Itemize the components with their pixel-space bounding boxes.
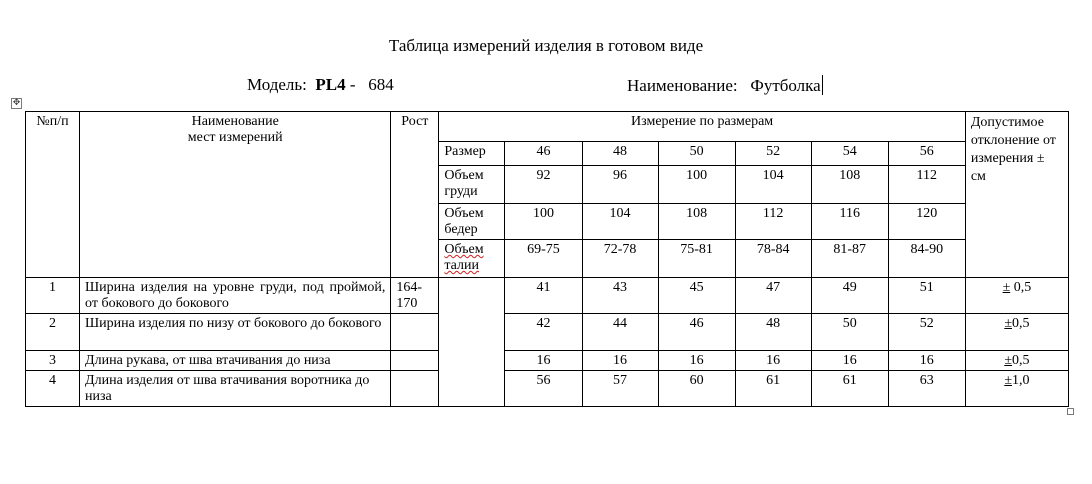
tolerance-value: 0,5 [1012, 353, 1030, 368]
header-height: Рост [391, 112, 439, 278]
row-value: 50 [811, 314, 888, 351]
tolerance-value: 0,5 [1012, 316, 1030, 331]
hips-cell: 120 [888, 204, 965, 240]
measurements-table [25, 111, 1069, 407]
row-height [391, 314, 439, 351]
plus-minus-sign: ± [1002, 280, 1011, 295]
header-sizes: Измерение по размерам [439, 112, 965, 142]
product-name-value[interactable]: Футболка [750, 76, 821, 95]
chest-cell: 104 [735, 166, 811, 204]
row-name: Длина изделия от шва втачивания воротника до низа [80, 371, 391, 407]
row-value: 56 [505, 371, 582, 407]
row-name: Ширина изделия по низу от бокового до бокового [80, 314, 391, 351]
waist-cell: 81-87 [811, 240, 888, 278]
table-resize-handle[interactable] [1067, 408, 1074, 415]
row-num: 3 [26, 351, 80, 371]
row-value: 52 [888, 314, 965, 351]
row-value: 61 [811, 371, 888, 407]
size-cell: 48 [582, 142, 658, 166]
tolerance-value: 1,0 [1012, 373, 1030, 388]
row-tolerance [965, 278, 1068, 314]
model-line [247, 75, 394, 95]
chest-cell: 108 [811, 166, 888, 204]
model-separator: - [349, 75, 356, 94]
model-code: PL4 [315, 75, 346, 94]
table-row [26, 278, 1069, 314]
waist-cell: 72-78 [582, 240, 658, 278]
product-name-label: Наименование: [627, 76, 738, 95]
size-cell: 56 [888, 142, 965, 166]
size-cell: 52 [735, 142, 811, 166]
row-num: 1 [26, 278, 80, 314]
row-height [391, 371, 439, 407]
product-name-line [627, 75, 823, 96]
waist-row-label: Объем талии [439, 240, 505, 278]
row-height: 164-170 [391, 278, 439, 314]
waist-cell: 84-90 [888, 240, 965, 278]
row-value: 48 [735, 314, 811, 351]
row-value: 16 [888, 351, 965, 371]
row-value: 41 [505, 278, 582, 314]
row-value: 16 [735, 351, 811, 371]
table-row [26, 371, 1069, 407]
row-value: 42 [505, 314, 582, 351]
row-value: 43 [582, 278, 658, 314]
header-name: Наименование мест измерений [80, 112, 391, 278]
header-row [26, 112, 1069, 142]
chest-cell: 100 [658, 166, 735, 204]
row-value: 61 [735, 371, 811, 407]
row-value: 47 [735, 278, 811, 314]
row-name: Ширина изделия на уровне груди, под проймой, от бокового до бокового [80, 278, 391, 314]
chest-cell: 96 [582, 166, 658, 204]
hips-cell: 100 [505, 204, 582, 240]
header-tolerance [965, 112, 1068, 278]
row-value: 45 [658, 278, 735, 314]
plus-minus-sign: ± [1004, 353, 1012, 368]
waist-cell: 75-81 [658, 240, 735, 278]
document-title: Таблица измерений изделия в готовом виде [388, 36, 704, 55]
size-cell: 54 [811, 142, 888, 166]
row-value: 49 [811, 278, 888, 314]
row-name: Длина рукава, от шва втачивания до низа [80, 351, 391, 371]
row-tolerance [965, 371, 1068, 407]
table-row [26, 351, 1069, 371]
chest-cell: 92 [505, 166, 582, 204]
row-value: 63 [888, 371, 965, 407]
row-value: 60 [658, 371, 735, 407]
waist-cell: 69-75 [505, 240, 582, 278]
chest-cell: 112 [888, 166, 965, 204]
table-move-handle-icon[interactable]: ✥ [12, 98, 21, 108]
hips-cell: 104 [582, 204, 658, 240]
text-cursor [822, 75, 823, 95]
size-cell: 46 [505, 142, 582, 166]
model-number: 684 [368, 75, 394, 94]
row-value: 44 [582, 314, 658, 351]
waist-cell: 78-84 [735, 240, 811, 278]
row-value: 51 [888, 278, 965, 314]
table-row [26, 314, 1069, 351]
row-value: 16 [582, 351, 658, 371]
hips-cell: 108 [658, 204, 735, 240]
row-value: 16 [811, 351, 888, 371]
row-value: 16 [658, 351, 735, 371]
row-value: 16 [505, 351, 582, 371]
size-row-label: Размер [439, 142, 505, 166]
row-value: 57 [582, 371, 658, 407]
hips-cell: 112 [735, 204, 811, 240]
row-value: 46 [658, 314, 735, 351]
model-label: Модель: [247, 75, 307, 94]
hips-cell: 116 [811, 204, 888, 240]
row-num: 2 [26, 314, 80, 351]
plus-minus-sign: ± [1004, 316, 1012, 331]
header-num: №п/п [26, 112, 80, 278]
hips-row-label: Объем бедер [439, 204, 505, 240]
empty-label-cell [439, 278, 505, 407]
row-height [391, 351, 439, 371]
plus-minus-sign: ± [1004, 373, 1012, 388]
row-tolerance [965, 351, 1068, 371]
chest-row-label: Объем груди [439, 166, 505, 204]
tolerance-value: 0,5 [1013, 280, 1032, 295]
row-tolerance [965, 314, 1068, 351]
tolerance-text: Допустимое отклонение от измерения ± см [970, 115, 1056, 184]
row-num: 4 [26, 371, 80, 407]
size-cell: 50 [658, 142, 735, 166]
